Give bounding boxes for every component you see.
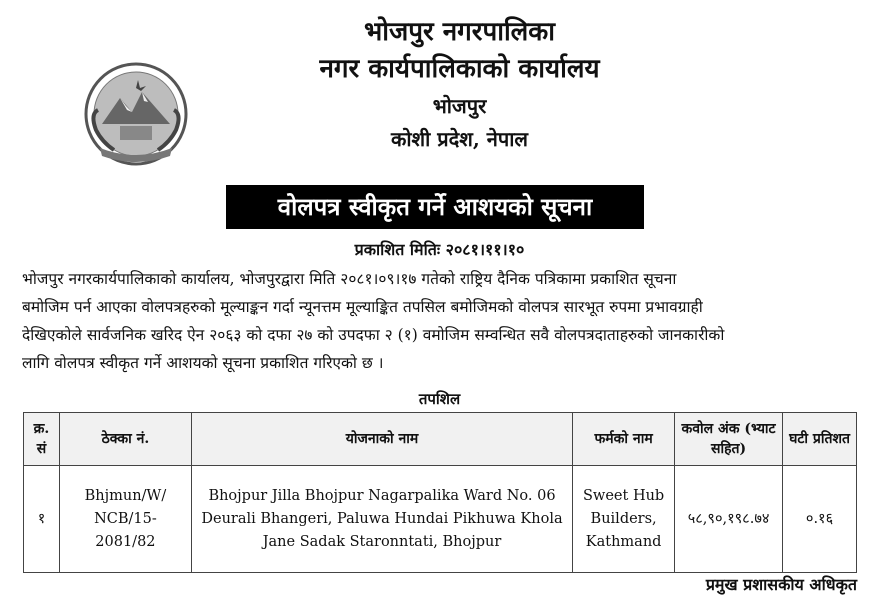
municipality-name: भोजपुर नगरपालिका [363,17,556,47]
col-project-name: योजनाको नाम [191,413,572,466]
table-header-row [24,413,857,466]
notice-body [22,265,858,377]
body-line: लागि वोलपत्र स्वीकृत गर्ने आशयको सूचना प्रकाशित गरिएको छ । [22,354,384,372]
table-row [24,466,857,573]
col-sn: क्र. सं [24,413,60,466]
body-line: देखिएकोले सार्वजनिक खरिद ऐन २०६३ को दफा २७ को उपदफा २ (१) वमोजिम सम्वन्धित सवै वोलपत्रदाताहरुको जानकारीको [22,326,725,344]
col-bid-amount: कवोल अंक (भ्याट सहित) [675,413,783,466]
cell-firm-name: Sweet Hub Builders, Kathmand [573,466,675,573]
province-country: कोशी प्रदेश, नेपाल [390,127,528,151]
cell-contract-no: Bhjmun/W/ NCB/15-2081/82 [59,466,191,573]
cell-bid-amount: ५८,९०,१९८.७४ [675,466,783,573]
office-header [0,14,879,154]
district-name: भोजपुर [432,94,487,118]
body-line: बमोजिम पर्न आएका वोलपत्रहरुको मूल्याङ्कन गर्दा न्यूनत्तम मूल्याङ्कित तपसिल बमोजिमको वोलपत्र सारभूत रुपमा प्रभावग्राही [22,298,703,316]
col-discount: घटी प्रतिशत [783,413,857,466]
cell-discount: ०.१६ [783,466,857,573]
cell-sn: १ [24,466,60,573]
signatory-title: प्रमुख प्रशासकीय अधिकृत [705,575,857,594]
col-firm-name: फर्मको नाम [573,413,675,466]
schedule-label: तपशिल [418,390,461,408]
cell-project-name: Bhojpur Jilla Bhojpur Nagarpalika Ward No. 06 Deurali Bhangeri, Paluwa Hundai Pikhuwa Khola Jane Sadak Staronntati, Bhojpur [191,466,572,573]
tender-table [23,412,857,573]
office-name: नगर कार्यपालिकाको कार्यालय [319,54,600,84]
body-line: भोजपुर नगरकार्यपालिकाको कार्यालय, भोजपुरद्वारा मिति २०८१।०९।१७ गतेको राष्ट्रिय दैनिक पत्रिकामा प्रकाशित सूचना [22,270,677,288]
col-contract-no: ठेक्का नं. [59,413,191,466]
published-date: प्रकाशित मितिः २०८१।११।१० [354,240,525,259]
notice-title: वोलपत्र स्वीकृत गर्ने आशयको सूचना [226,185,644,229]
